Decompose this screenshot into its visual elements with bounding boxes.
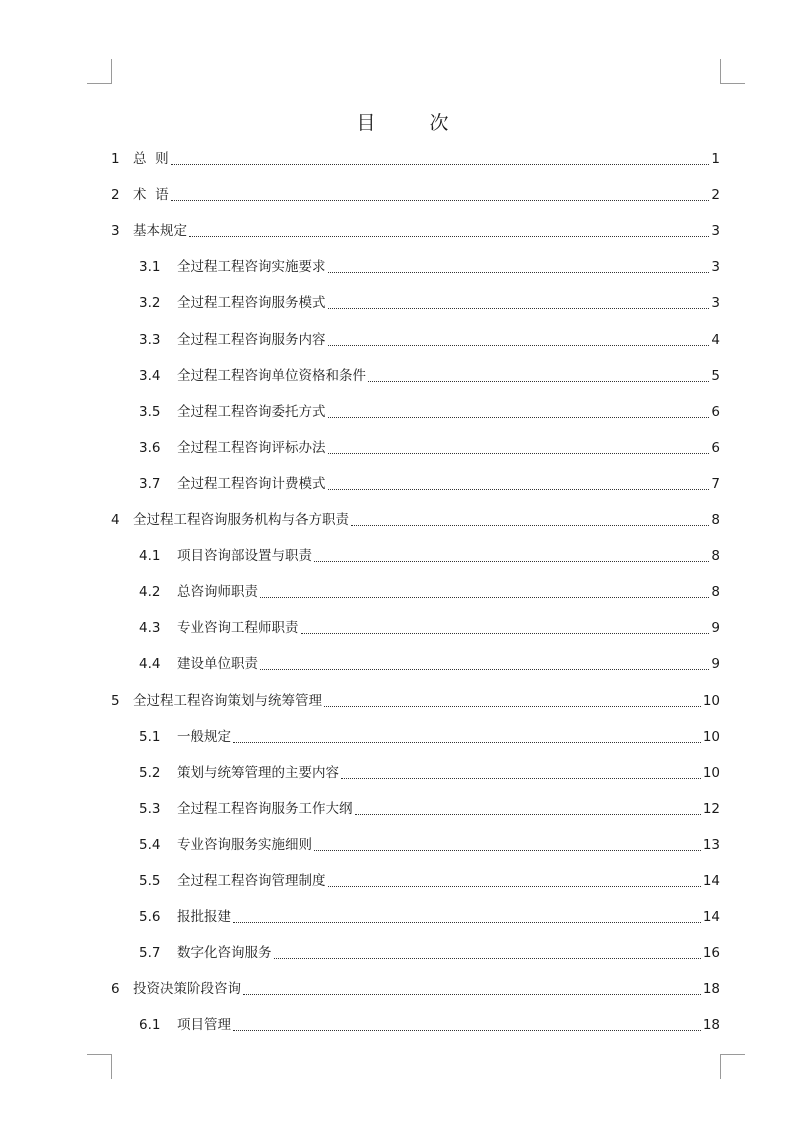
toc-entry-number: 4 <box>111 512 120 528</box>
toc-entry[interactable] <box>139 579 720 601</box>
toc-entry[interactable] <box>139 290 720 312</box>
toc-entry-page-number: 7 <box>711 475 720 492</box>
toc-entry-title: 项目管理 <box>177 1017 231 1034</box>
toc-entry-number: 4.4 <box>139 656 161 673</box>
toc-entry-title: 项目咨询部设置与职责 <box>177 548 312 565</box>
toc-entry-title: 一般规定 <box>177 728 231 745</box>
toc-entry-page-number: 3 <box>711 295 720 312</box>
toc-entry[interactable] <box>111 507 720 529</box>
toc-entry[interactable] <box>139 904 720 926</box>
toc-entry-title: 术 语 <box>133 187 169 204</box>
crop-mark-top-right <box>720 59 745 84</box>
toc-entry-title: 报批报建 <box>177 909 231 926</box>
toc-entry[interactable] <box>139 327 720 349</box>
toc-entry-title: 全过程工程咨询服务模式 <box>177 295 326 312</box>
toc-entry-number: 3.7 <box>139 475 161 492</box>
toc-entry-number: 5.3 <box>139 800 161 817</box>
toc-entry[interactable] <box>139 760 720 782</box>
toc-entry-number: 2 <box>111 187 120 204</box>
toc-entry-number: 3.1 <box>139 259 161 276</box>
toc-entry-number: 1 <box>111 151 120 167</box>
toc-entry-page-number: 1 <box>711 151 720 167</box>
toc-entry-page-number: 10 <box>702 728 720 745</box>
dot-leader <box>314 849 701 851</box>
toc-entry[interactable] <box>139 254 720 276</box>
toc-entry[interactable] <box>139 796 720 818</box>
dot-leader <box>233 1029 701 1031</box>
toc-entry-number: 4.1 <box>139 548 161 565</box>
toc-entry-title: 全过程工程咨询计费模式 <box>177 475 326 492</box>
dot-leader <box>274 957 701 959</box>
toc-entry-title: 策划与统筹管理的主要内容 <box>177 764 339 781</box>
toc-entry-page-number: 6 <box>711 403 720 420</box>
toc-entry-page-number: 18 <box>702 981 720 998</box>
dot-leader <box>355 813 701 815</box>
toc-entry[interactable] <box>111 218 720 240</box>
toc-entry-number: 5.4 <box>139 836 161 853</box>
dot-leader <box>324 705 701 707</box>
toc-entry-title: 全过程工程咨询管理制度 <box>177 873 326 889</box>
toc-entry-number: 5.1 <box>139 728 161 745</box>
toc-entry-number: 6.1 <box>139 1017 161 1034</box>
dot-leader <box>351 524 709 526</box>
toc-entry-page-number: 2 <box>711 187 720 204</box>
toc-entry-page-number: 10 <box>702 764 720 781</box>
toc-entry-page-number: 8 <box>711 548 720 565</box>
toc-entry[interactable] <box>139 724 720 746</box>
dot-leader <box>328 307 710 309</box>
toc-entry[interactable] <box>139 399 720 421</box>
toc-entry-number: 5.7 <box>139 945 161 962</box>
toc-entry-title: 数字化咨询服务 <box>177 945 272 962</box>
crop-mark-bottom-left <box>87 1054 112 1079</box>
toc-entry-title: 全过程工程咨询单位资格和条件 <box>177 367 366 384</box>
toc-entry-title: 专业咨询工程师职责 <box>177 620 299 637</box>
dot-leader <box>189 235 709 237</box>
toc-entry-page-number: 3 <box>711 223 720 240</box>
toc-entry-page-number: 5 <box>711 367 720 384</box>
dot-leader <box>328 344 710 346</box>
toc-entry-number: 4.3 <box>139 620 161 637</box>
toc-entry-title: 全过程工程咨询服务内容 <box>177 331 326 348</box>
dot-leader <box>233 741 701 743</box>
toc-entry[interactable] <box>139 832 720 854</box>
toc-entry[interactable] <box>139 1012 720 1034</box>
toc-entry[interactable] <box>111 688 720 710</box>
toc-entry-number: 5.6 <box>139 909 161 926</box>
toc-entry-page-number: 8 <box>711 584 720 601</box>
toc-entry-page-number: 9 <box>711 620 720 637</box>
toc-entry-number: 3 <box>111 223 120 240</box>
dot-leader <box>243 993 701 995</box>
toc-entry[interactable] <box>139 363 720 385</box>
toc-entry-title: 全过程工程咨询服务工作大纲 <box>177 800 353 817</box>
toc-entry-number: 3.3 <box>139 331 161 348</box>
toc-entry-page-number: 14 <box>702 873 720 889</box>
toc-entry-title: 专业咨询服务实施细则 <box>177 836 312 853</box>
toc-entry-page-number: 14 <box>702 909 720 926</box>
toc-entry[interactable] <box>111 182 720 204</box>
toc-entry[interactable] <box>111 146 720 168</box>
toc-entry-page-number: 9 <box>711 656 720 673</box>
toc-entry-title: 建设单位职责 <box>177 656 258 673</box>
toc-entry-number: 3.6 <box>139 439 161 456</box>
toc-entry-number: 4.2 <box>139 584 161 601</box>
crop-mark-top-left <box>87 59 112 84</box>
dot-leader <box>368 380 709 382</box>
toc-entry-page-number: 18 <box>702 1017 720 1034</box>
toc-entry-number: 3.4 <box>139 367 161 384</box>
dot-leader <box>260 596 709 598</box>
toc-entry-title: 全过程工程咨询策划与统筹管理 <box>133 692 322 709</box>
crop-mark-bottom-right <box>720 1054 745 1079</box>
toc-entry[interactable] <box>139 543 720 565</box>
dot-leader <box>314 560 709 562</box>
toc-entry[interactable] <box>111 976 720 998</box>
toc-entry-page-number: 13 <box>702 836 720 853</box>
toc-entry-page-number: 3 <box>711 259 720 276</box>
toc-entry-number: 5.2 <box>139 764 161 781</box>
dot-leader <box>260 668 709 670</box>
dot-leader <box>328 452 710 454</box>
toc-entry-title: 全过程工程咨询服务机构与各方职责 <box>133 512 349 528</box>
toc-entry-page-number: 8 <box>711 512 720 528</box>
dot-leader <box>233 921 701 923</box>
dot-leader <box>341 777 701 779</box>
dot-leader <box>171 199 710 201</box>
dot-leader <box>301 632 710 634</box>
toc-entry-page-number: 10 <box>702 692 720 709</box>
toc-entry-title: 基本规定 <box>133 223 187 240</box>
toc-entry[interactable] <box>139 940 720 962</box>
toc-entry[interactable] <box>139 651 720 673</box>
toc-entry-page-number: 12 <box>702 800 720 817</box>
toc-entry-title: 全过程工程咨询评标办法 <box>177 439 326 456</box>
toc-entry-title: 全过程工程咨询委托方式 <box>177 403 326 420</box>
toc-entry-number: 6 <box>111 981 120 998</box>
toc-entry-page-number: 4 <box>711 331 720 348</box>
toc-entry-number: 3.5 <box>139 403 161 420</box>
toc-entry[interactable] <box>139 435 720 457</box>
dot-leader <box>328 271 710 273</box>
toc-entry[interactable] <box>139 471 720 493</box>
toc-entry-number: 3.2 <box>139 295 161 312</box>
toc-entry[interactable] <box>139 868 720 890</box>
toc-entry-number: 5.5 <box>139 873 161 889</box>
dot-leader <box>171 163 710 165</box>
toc-entry[interactable] <box>139 615 720 637</box>
dot-leader <box>328 885 701 887</box>
toc-entry-page-number: 6 <box>711 439 720 456</box>
toc-entry-title: 全过程工程咨询实施要求 <box>177 259 326 276</box>
toc-entry-title: 总咨询师职责 <box>177 584 258 601</box>
dot-leader <box>328 416 710 418</box>
toc-entry-page-number: 16 <box>702 945 720 962</box>
toc-entry-number: 5 <box>111 692 120 709</box>
toc-entry-title: 投资决策阶段咨询 <box>133 981 241 998</box>
dot-leader <box>328 488 710 490</box>
page-title: 目 次 <box>356 112 473 134</box>
toc-entry-title: 总 则 <box>133 151 169 167</box>
